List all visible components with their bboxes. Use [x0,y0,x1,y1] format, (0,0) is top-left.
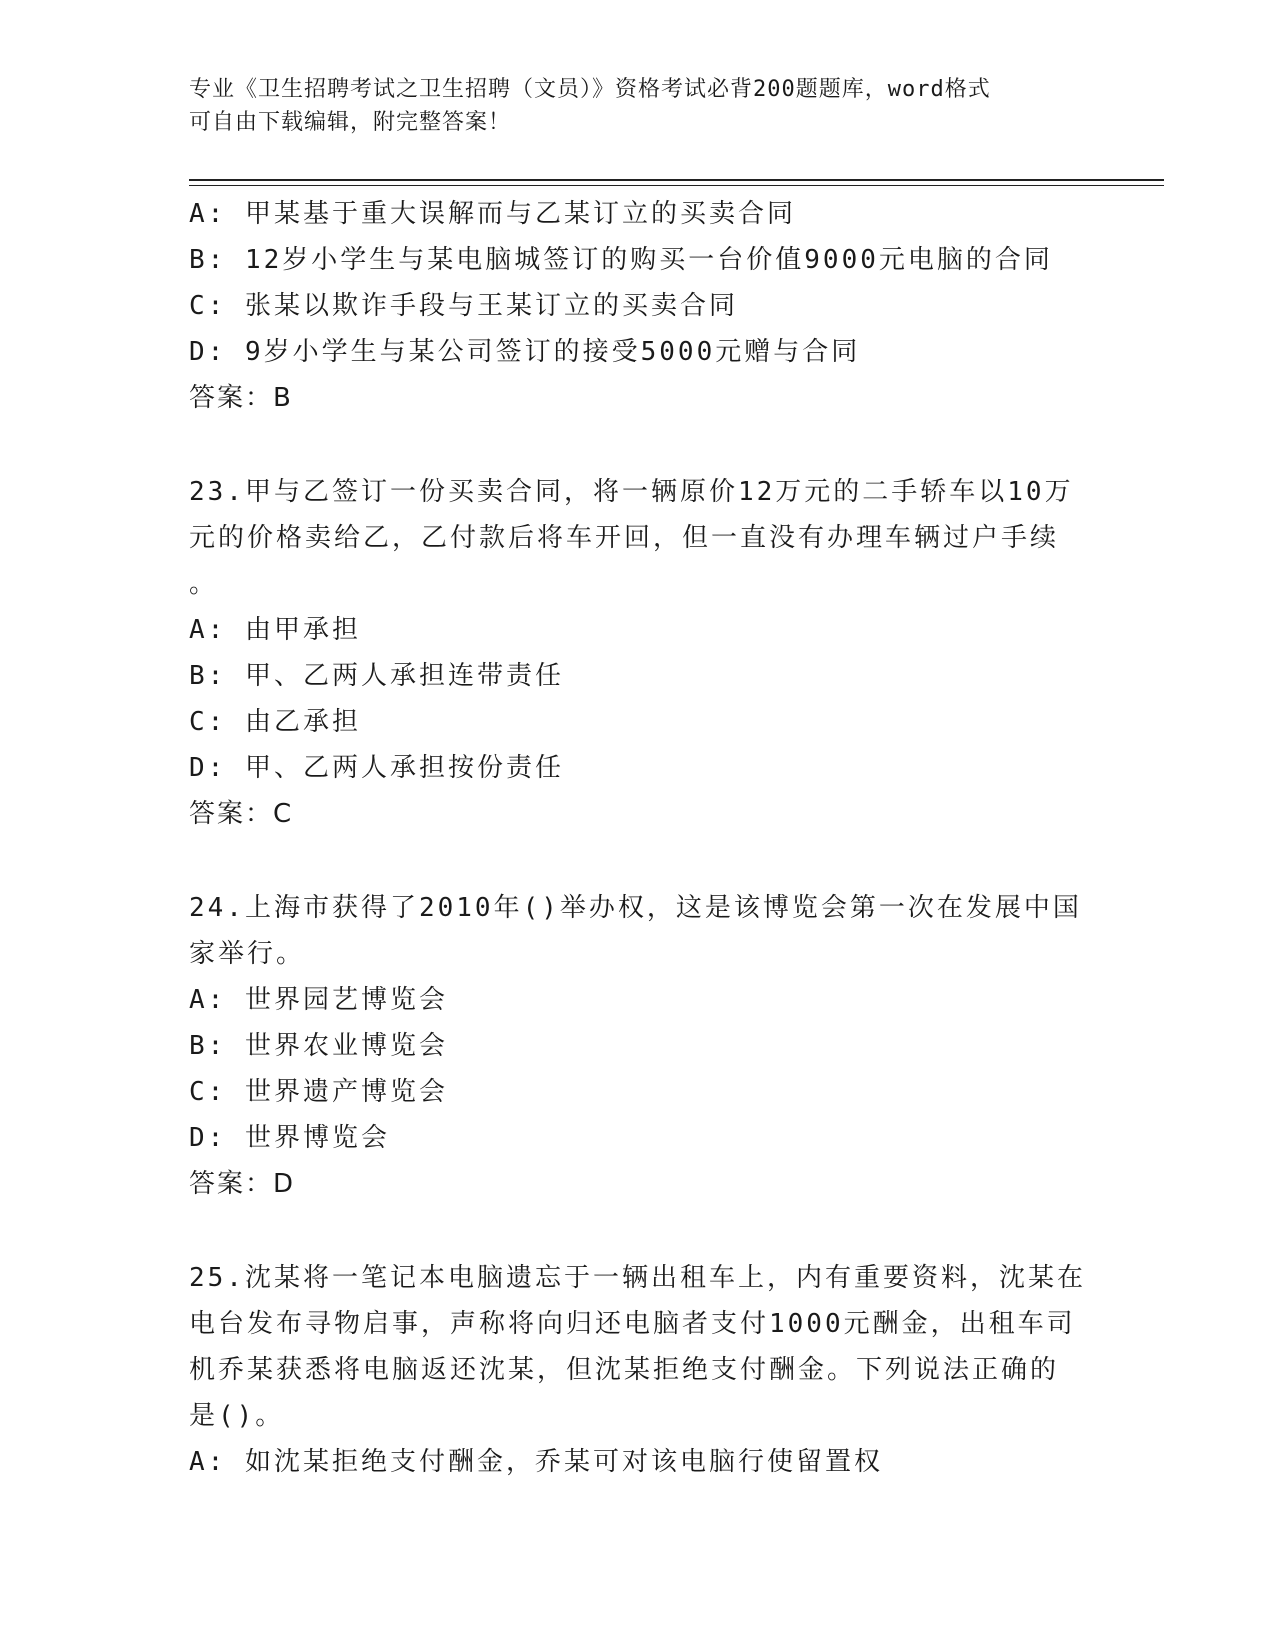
option-c: C: 由乙承担 [189,707,361,737]
option-d: D: 世界博览会 [189,1123,390,1153]
question-text-line: 家举行。 [189,939,306,969]
option-b: B: 甲、乙两人承担连带责任 [189,661,564,691]
question-text-line: 机乔某获悉将电脑返还沈某，但沈某拒绝支付酬金。下列说法正确的 [189,1355,1060,1385]
option-d: D: 9岁小学生与某公司签订的接受5000元赠与合同 [189,337,861,367]
question-content [189,191,1089,1485]
question-block-23 [189,469,1089,837]
question-text-line: 是()。 [189,1401,285,1431]
question-text-line: 25.沈某将一笔记本电脑遗忘于一辆出租车上，内有重要资料，沈某在 [189,1263,1086,1293]
option-a: A: 如沈某拒绝支付酬金，乔某可对该电脑行使留置权 [189,1447,883,1477]
header-line-2: 可自由下载编辑，附完整答案！ [189,110,512,135]
option-a: A: 由甲承担 [189,615,361,645]
option-c: C: 世界遗产博览会 [189,1077,448,1107]
answer-line: 答案：C [189,799,294,829]
question-text-line: 23.甲与乙签订一份买卖合同，将一辆原价12万元的二手轿车以10万 [189,477,1074,507]
question-block-24 [189,885,1089,1207]
option-c: C: 张某以欺诈手段与王某订立的买卖合同 [189,291,738,321]
question-text-line: 元的价格卖给乙，乙付款后将车开回，但一直没有办理车辆过户手续 [189,523,1060,553]
option-b: B: 世界农业博览会 [189,1031,448,1061]
answer-line: 答案：B [189,383,293,413]
spacer [189,421,1089,469]
question-block-22 [189,191,1089,421]
question-text-line: 电台发布寻物启事，声称将向归还电脑者支付1000元酬金，出租车司 [189,1309,1076,1339]
option-a: A: 世界园艺博览会 [189,985,448,1015]
answer-line: 答案：D [189,1169,296,1199]
header-divider-thin [189,185,1164,186]
header-divider-thick [189,179,1164,181]
option-a: A: 甲某基于重大误解而与乙某订立的买卖合同 [189,199,796,229]
question-text-line: 。 [189,569,219,599]
spacer [189,837,1089,885]
question-block-25 [189,1255,1089,1485]
option-b: B: 12岁小学生与某电脑城签订的购买一台价值9000元电脑的合同 [189,245,1053,275]
document-header [189,73,1089,139]
question-text-line: 24.上海市获得了2010年()举办权，这是该博览会第一次在发展中国 [189,893,1082,923]
header-line-1: 专业《卫生招聘考试之卫生招聘（文员）》资格考试必背200题题库，word格式 [189,77,991,102]
option-d: D: 甲、乙两人承担按份责任 [189,753,564,783]
spacer [189,1207,1089,1255]
